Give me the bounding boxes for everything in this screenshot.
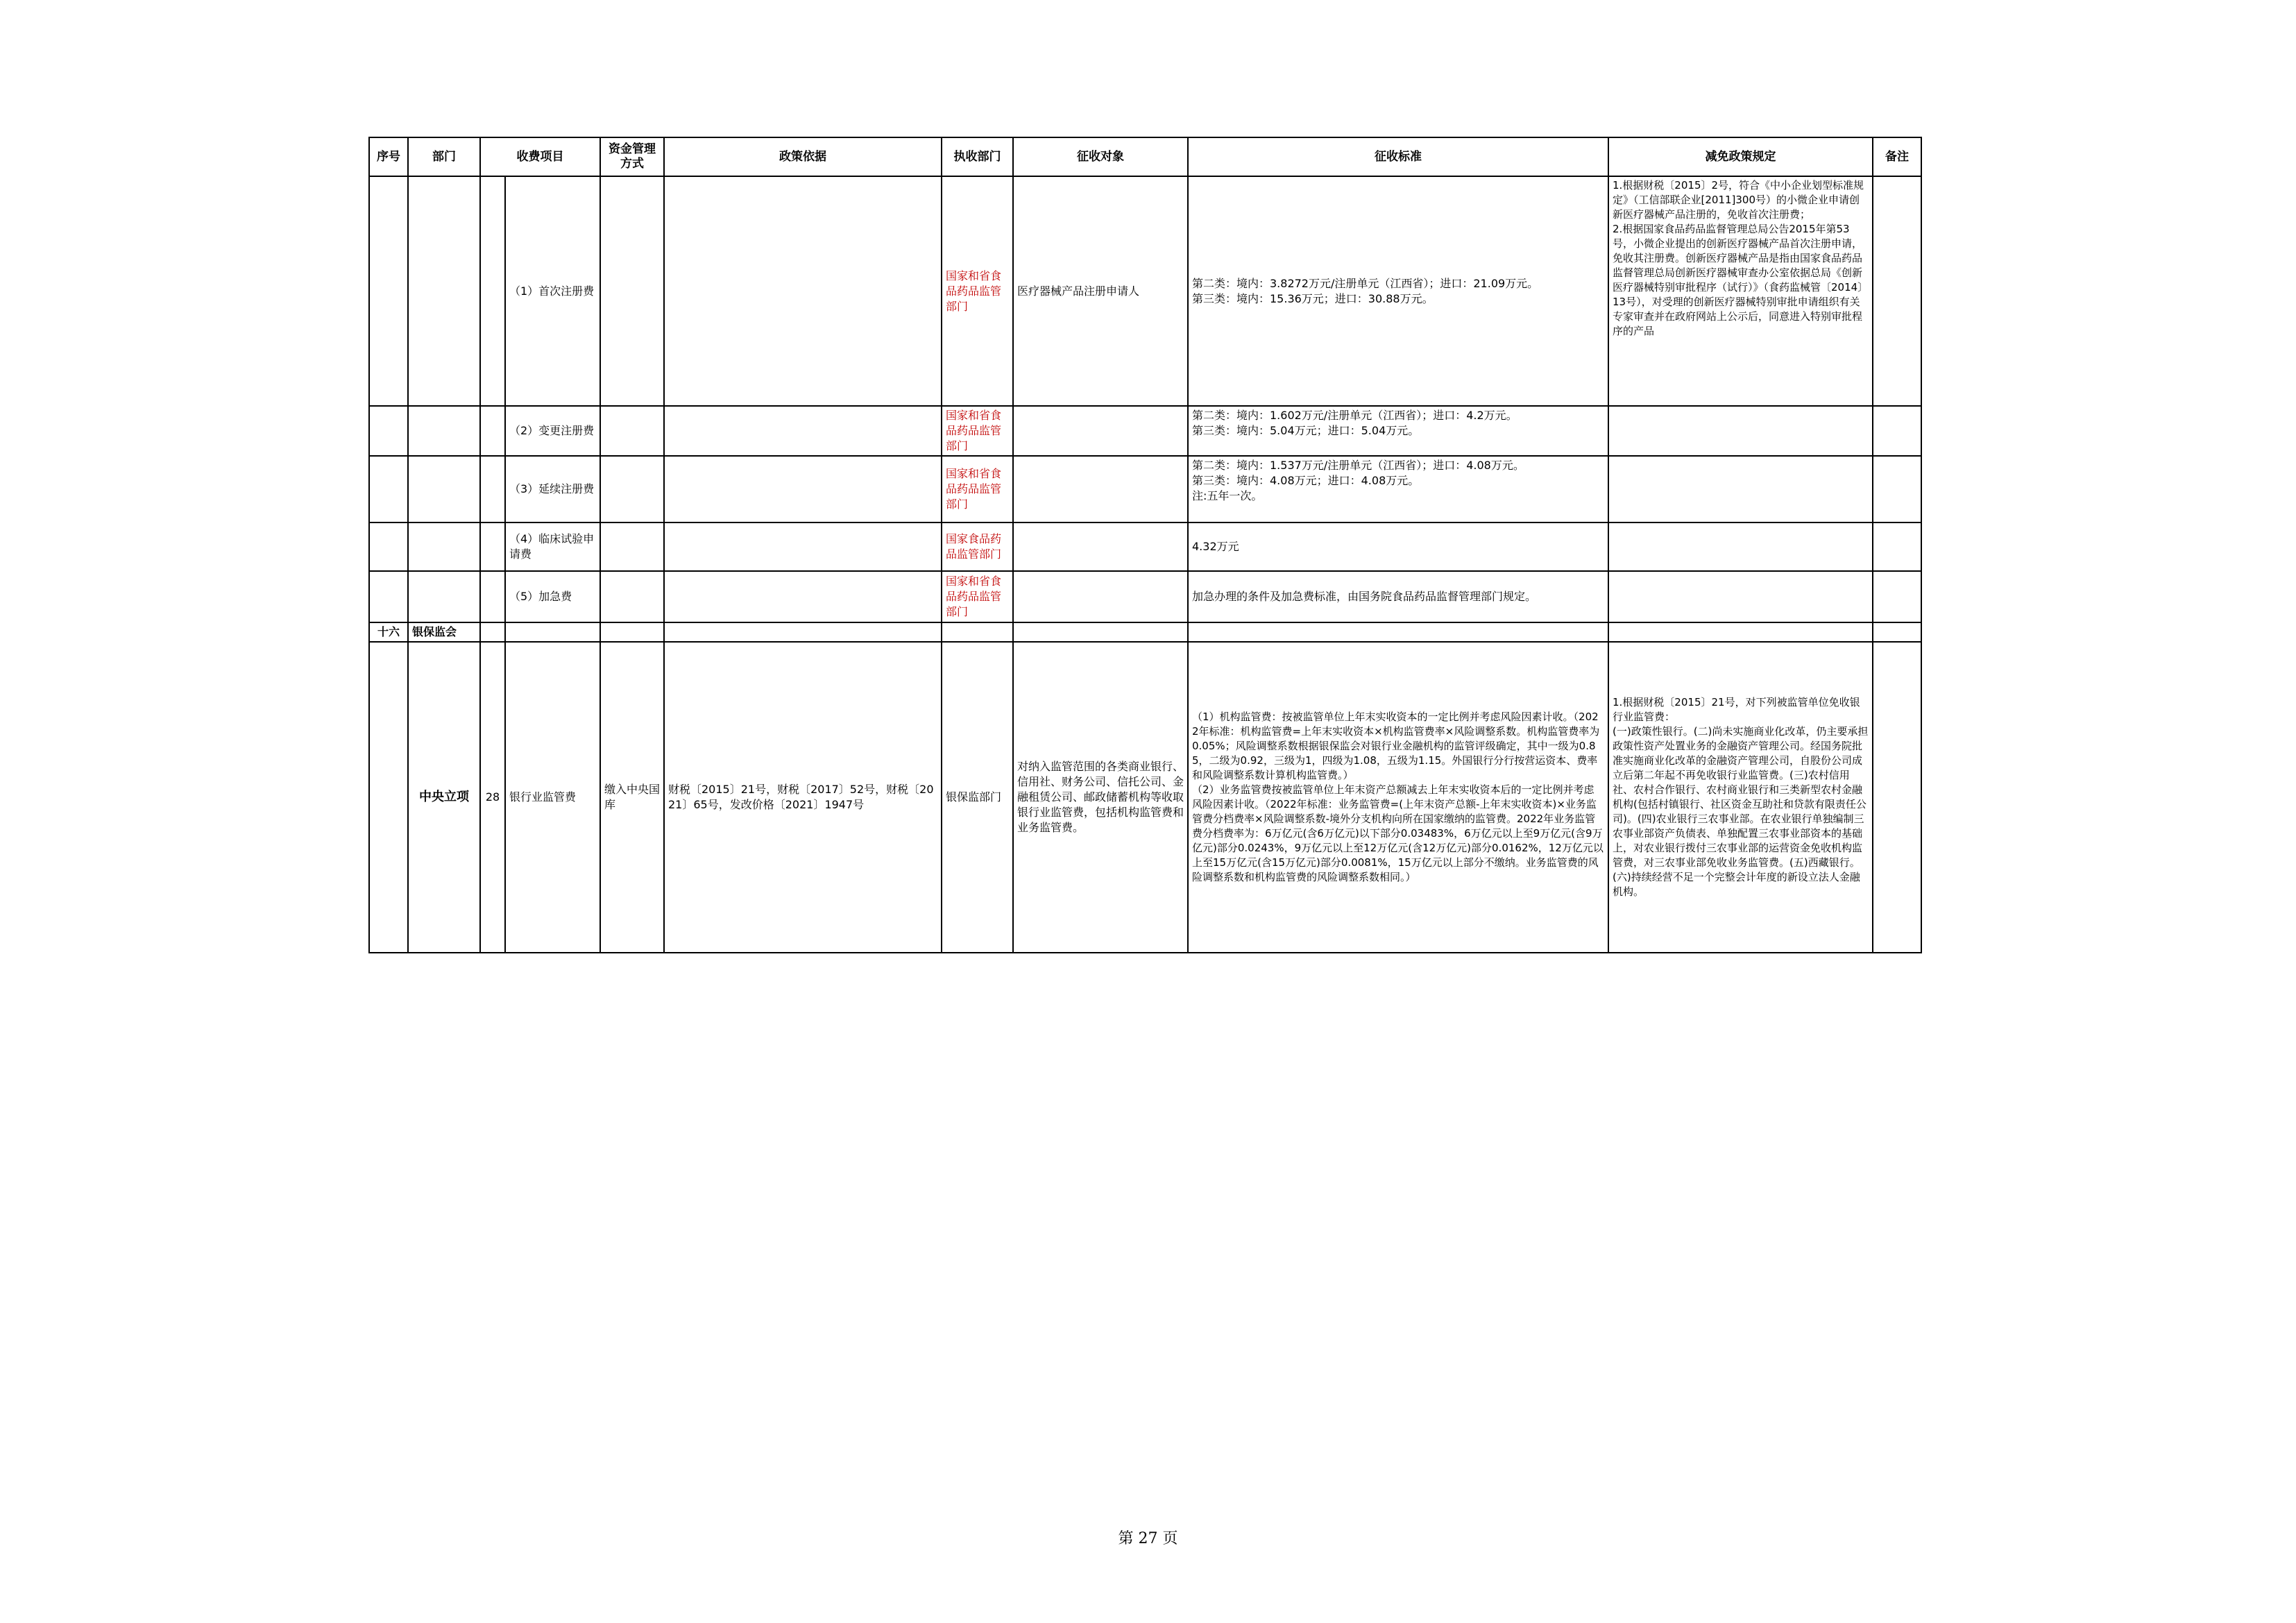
category-no: 十六 [369, 622, 408, 642]
item-cell: （2）变更注册费 [505, 406, 600, 456]
header-fund: 资金管理方式 [600, 137, 664, 176]
header-dept: 部门 [408, 137, 480, 176]
header-exempt: 减免政策规定 [1608, 137, 1873, 176]
exec-cell: 国家和省食品药品监管部门 [942, 571, 1013, 622]
fund-cell: 缴入中央国库 [600, 642, 664, 953]
standard-cell: 加急办理的条件及加急费标准，由国务院食品药品监督管理部门规定。 [1188, 571, 1608, 622]
table-row [369, 456, 1921, 522]
policy-cell: 财税〔2015〕21号，财税〔2017〕52号，财税〔2021〕65号，发改价格〔2021〕1947号 [664, 642, 942, 953]
standard-cell: 第二类：境内：1.537万元/注册单元（江西省）；进口：4.08万元。 第三类：境内：4.08万元；进口：4.08万元。 注:五年一次。 [1188, 456, 1608, 522]
item-cell: 银行业监管费 [505, 642, 600, 953]
header-standard: 征收标准 [1188, 137, 1608, 176]
category-row [369, 622, 1921, 642]
standard-cell: 第二类：境内：3.8272万元/注册单元（江西省）；进口：21.09万元。 第三类：境内：15.36万元；进口：30.88万元。 [1188, 176, 1608, 406]
fee-table [368, 137, 1922, 953]
page-number: 第 27 页 [1118, 1530, 1178, 1547]
header-item: 收费项目 [480, 137, 600, 176]
exempt-cell: 1.根据财税〔2015〕21号，对下列被监管单位免收银行业监管费： (一)政策性银行。(二)尚未实施商业化改革，仍主要承担政策性资产处置业务的金融资产管理公司。经国务院批准实施商业化改革的金融资产管理公司，自股份公司成立后第二年起不再免收银行业监管费。(三)农村信用社、农村合作银行、农村商业银行和三类新型农村金融机构(包括村镇银行、社区资金互助社和贷款有限责任公司)。(四)农业银行三农事业部。在农业银行单独编制三农事业部资产负债表、单独配置三农事业部资本的基础上，对农业银行拨付三农事业部的运营资金免收机构监管费，对三农事业部免收业务监管费。(五)西藏银行。(六)持续经营不足一个完整会计年度的新设立法人金融机构。 [1608, 642, 1873, 953]
exec-cell: 国家和省食品药品监管部门 [942, 406, 1013, 456]
header-target: 征收对象 [1013, 137, 1188, 176]
item-cell: （3）延续注册费 [505, 456, 600, 522]
target-cell: 医疗器械产品注册申请人 [1013, 176, 1188, 406]
exec-cell: 国家和省食品药品监管部门 [942, 456, 1013, 522]
header-row [369, 137, 1921, 176]
num-cell: 28 [480, 642, 505, 953]
exempt-cell: 1.根据财税〔2015〕2号，符合《中小企业划型标准规定》（工信部联企业[2011]300号）的小微企业申请创新医疗器械产品注册的，免收首次注册费； 2.根据国家食品药品监督管理总局公告2015年第53号，小微企业提出的创新医疗器械产品首次注册申请，免收其注册费。创新医疗器械产品是指由国家食品药品监督管理总局创新医疗器械审查办公室依据总局《创新医疗器械特别审批程序（试行）》（食药监械管〔2014〕13号），对受理的创新医疗器械特别审批申请组织有关专家审查并在政府网站上公示后，同意进入特别审批程序的产品 [1608, 176, 1873, 406]
table-row [369, 176, 1921, 406]
table-row [369, 642, 1921, 953]
header-exec: 执收部门 [942, 137, 1013, 176]
exec-cell: 银保监部门 [942, 642, 1013, 953]
item-cell: （4）临床试验申请费 [505, 522, 600, 571]
table-row [369, 522, 1921, 571]
item-cell: （1）首次注册费 [505, 176, 600, 406]
standard-cell: 第二类：境内：1.602万元/注册单元（江西省）；进口：4.2万元。 第三类：境内：5.04万元；进口：5.04万元。 [1188, 406, 1608, 456]
table-row [369, 571, 1921, 622]
header-no: 序号 [369, 137, 408, 176]
target-cell: 对纳入监管范围的各类商业银行、信用社、财务公司、信托公司、金融租赁公司、邮政储蓄机构等收取银行业监管费，包括机构监管费和业务监管费。 [1013, 642, 1188, 953]
exec-cell: 国家和省食品药品监管部门 [942, 176, 1013, 406]
header-remark: 备注 [1873, 137, 1921, 176]
table-row [369, 406, 1921, 456]
dept-cell: 中央立项 [408, 642, 480, 953]
header-policy: 政策依据 [664, 137, 942, 176]
standard-cell: （1）机构监管费：按被监管单位上年末实收资本的一定比例并考虑风险因素计收。（2022年标准：机构监管费=上年末实收资本×机构监管费率×风险调整系数。机构监管费率为0.05%；风险调整系数根据银保监会对银行业金融机构的监管评级确定，其中一级为0.85，二级为0.92，三级为1，四级为1.08，五级为1.15。外国银行分行按营运资本、费率和风险调整系数计算机构监管费。） （2）业务监管费按被监管单位上年末资产总额减去上年末实收资本后的一定比例并考虑风险因素计收。（2022年标准：业务监管费=(上年末资产总额-上年末实收资本)×业务监管费分档费率×风险调整系数-境外分支机构向所在国家缴纳的监管费。2022年业务监管费分档费率为：6万亿元(含6万亿元)以下部分0.03483%，6万亿元以上至9万亿元(含9万亿元)部分0.0243%，9万亿元以上至12万亿元(含12万亿元)部分0.0162%，12万亿元以上至15万亿元(含15万亿元)部分0.0081%，15万亿元以上部分不缴纳。业务监管费的风险调整系数和机构监管费的风险调整系数相同。） [1188, 642, 1608, 953]
exec-cell: 国家食品药品监管部门 [942, 522, 1013, 571]
standard-cell: 4.32万元 [1188, 522, 1608, 571]
item-cell: （5）加急费 [505, 571, 600, 622]
category-name: 银保监会 [408, 622, 480, 642]
